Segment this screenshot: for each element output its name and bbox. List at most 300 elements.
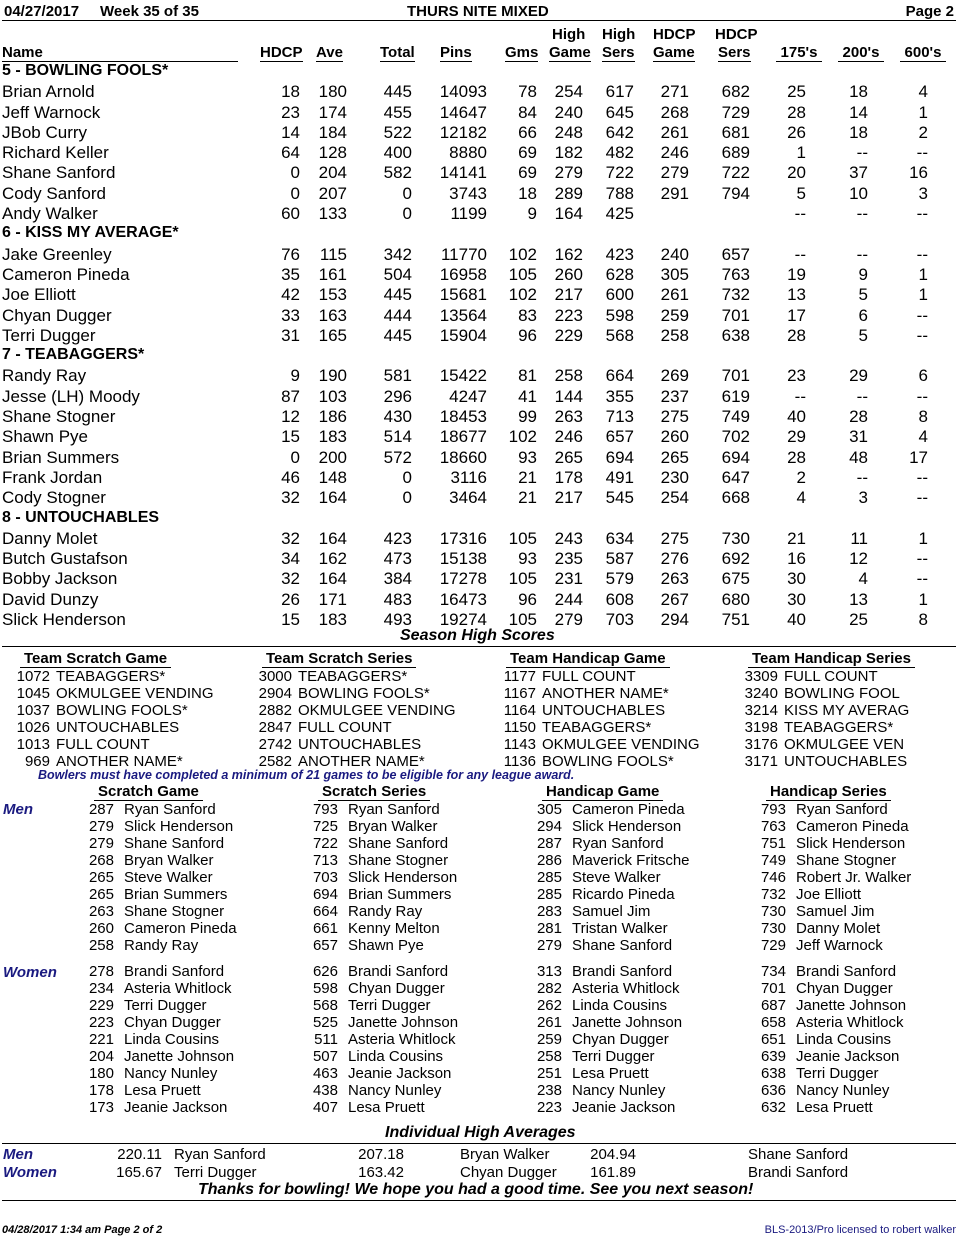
bowler-name: Shane Stogner <box>348 852 449 869</box>
table-row <box>0 488 960 508</box>
stat-cell: 260 <box>660 427 689 447</box>
team-name: KISS MY AVERAG <box>784 702 910 719</box>
spacer <box>72 954 288 963</box>
stat-cell: -- <box>916 204 928 224</box>
bowler-name: Jeff Warnock <box>2 102 101 122</box>
score: 2582 <box>258 753 292 770</box>
table-row <box>0 366 960 386</box>
team-high-row <box>246 668 468 685</box>
table-row <box>0 285 960 305</box>
stat-cell: 355 <box>605 386 634 406</box>
divider <box>2 646 956 647</box>
bowler-name: Brandi Sanford <box>348 963 449 980</box>
bowler-name: Ricardo Pineda <box>572 886 675 903</box>
report-header <box>2 2 956 21</box>
stat-cell: 180 <box>318 82 347 102</box>
individual-high-row <box>744 1031 960 1048</box>
individual-high-row <box>72 852 288 869</box>
score: 313 <box>536 963 562 980</box>
stat-cell: -- <box>916 467 928 487</box>
bowler-name: Terri Dugger <box>174 1164 257 1181</box>
stat-cell: 64 <box>281 143 300 163</box>
stat-cell: 0 <box>290 163 300 183</box>
individual-high-row <box>744 801 960 818</box>
stat-cell: 568 <box>605 325 634 345</box>
table-row <box>0 163 960 183</box>
bowler-name: Joe Elliott <box>2 285 76 305</box>
stat-cell: 694 <box>605 447 634 467</box>
score: 286 <box>536 852 562 869</box>
individual-high-row <box>72 937 288 954</box>
stat-cell: 689 <box>721 143 750 163</box>
individual-high-block <box>296 783 512 1116</box>
stat-cell: 9 <box>290 366 300 386</box>
stat-cell: 178 <box>554 467 583 487</box>
score: 229 <box>88 997 114 1014</box>
table-row <box>0 346 960 366</box>
stat-cell: 235 <box>554 549 583 569</box>
team-high-title: Team Scratch Series <box>262 650 416 668</box>
stat-cell: 231 <box>554 569 583 589</box>
individual-high-row <box>520 980 736 997</box>
score: 234 <box>88 980 114 997</box>
table-row <box>0 590 960 610</box>
stat-cell: 204 <box>318 163 347 183</box>
stat-cell: 6 <box>858 305 868 325</box>
stat-cell: 93 <box>518 549 537 569</box>
stat-cell: 713 <box>605 407 634 427</box>
team-name: BOWLING FOOLS* <box>56 702 188 719</box>
stat-cell: 1 <box>796 143 806 163</box>
individual-high-row <box>520 869 736 886</box>
team-name: FULL COUNT <box>56 736 150 753</box>
score: 438 <box>312 1082 338 1099</box>
individual-high-row <box>744 920 960 937</box>
table-row <box>0 407 960 427</box>
table-row <box>0 204 960 224</box>
score: 282 <box>536 980 562 997</box>
individual-high-row <box>520 937 736 954</box>
team-name: TEABAGGERS* <box>298 668 408 685</box>
team-high-row <box>4 719 226 736</box>
stat-cell: 473 <box>383 549 412 569</box>
team-high-title: Team Scratch Game <box>20 650 171 668</box>
score: 703 <box>312 869 338 886</box>
col-total: Total <box>380 44 415 61</box>
table-row <box>0 245 960 265</box>
score: 598 <box>312 980 338 997</box>
stat-cell: 730 <box>721 528 750 548</box>
score: 1143 <box>503 736 536 753</box>
col-175s: 175's <box>776 44 822 62</box>
score: 1045 <box>16 685 50 702</box>
team-high-row <box>732 736 954 753</box>
stat-cell: 184 <box>318 122 347 142</box>
stat-cell: 8 <box>918 407 928 427</box>
stat-cell: 153 <box>318 285 347 305</box>
bowler-name: Ryan Sanford <box>348 801 440 818</box>
individual-high-row <box>72 1099 288 1116</box>
team-high-row <box>732 702 954 719</box>
bowler-name: Asteria Whitlock <box>348 1031 456 1048</box>
team-high-block <box>4 650 226 770</box>
bowler-name: Brandi Sanford <box>572 963 673 980</box>
stat-cell: 26 <box>281 589 300 609</box>
stat-cell: 115 <box>319 244 347 264</box>
score: 287 <box>536 835 562 852</box>
stat-cell: 28 <box>787 325 806 345</box>
stat-cell: 248 <box>554 122 583 142</box>
stat-cell: 722 <box>721 163 750 183</box>
score: 251 <box>536 1065 562 1082</box>
score: 661 <box>312 920 338 937</box>
stat-cell: 200 <box>318 447 347 467</box>
stat-cell: 294 <box>660 610 689 630</box>
stat-cell: 18 <box>849 122 868 142</box>
stat-cell: 69 <box>518 163 537 183</box>
stat-cell: 31 <box>849 427 868 447</box>
team-name: BOWLING FOOLS* <box>542 753 674 770</box>
stat-cell: 1199 <box>450 204 487 224</box>
score: 687 <box>760 997 786 1014</box>
stat-cell: 445 <box>383 82 412 102</box>
bowler-name: Chyan Dugger <box>348 980 445 997</box>
table-row <box>0 549 960 569</box>
score: 262 <box>536 997 562 1014</box>
table-row <box>0 468 960 488</box>
stat-cell: 81 <box>518 366 537 386</box>
individual-high-title: Handicap Game <box>542 783 663 801</box>
individual-high-row <box>72 801 288 818</box>
stat-cell: 182 <box>554 143 583 163</box>
stat-cell: 722 <box>605 163 634 183</box>
stat-cell: 46 <box>281 467 300 487</box>
bowler-name: Bryan Walker <box>348 818 438 835</box>
team-high-row <box>732 753 954 770</box>
stat-cell: -- <box>856 244 868 264</box>
stat-cell: 4247 <box>449 386 487 406</box>
stat-cell: -- <box>856 143 868 163</box>
stat-cell: 30 <box>787 589 806 609</box>
bowler-name: Bryan Walker <box>460 1146 550 1163</box>
stat-cell: 15422 <box>439 366 487 386</box>
stat-cell: 207 <box>318 183 347 203</box>
table-row <box>0 427 960 447</box>
stat-cell: 289 <box>554 183 583 203</box>
bowler-name: Linda Cousins <box>796 1031 892 1048</box>
stat-cell: 13564 <box>439 305 487 325</box>
individual-high-row <box>296 869 512 886</box>
score: 268 <box>88 852 114 869</box>
individual-high-title: Handicap Series <box>766 783 891 801</box>
stat-cell: 681 <box>721 122 750 142</box>
col-high-sers: Sers <box>602 44 635 61</box>
stat-cell: 260 <box>554 264 583 284</box>
stat-cell: 692 <box>721 549 750 569</box>
individual-high-row <box>296 903 512 920</box>
stat-cell: 9 <box>858 264 868 284</box>
score: 763 <box>760 818 786 835</box>
stat-cell: 581 <box>383 366 412 386</box>
score: 713 <box>312 852 338 869</box>
stat-cell: 16473 <box>439 589 487 609</box>
individual-high-row <box>520 835 736 852</box>
stat-cell: 103 <box>318 386 347 406</box>
stat-cell: 1 <box>918 589 928 609</box>
score: 730 <box>760 903 786 920</box>
report-title: THURS NITE MIXED <box>407 3 549 20</box>
stat-cell: 25 <box>787 82 806 102</box>
table-row <box>0 224 960 244</box>
stat-cell: 246 <box>554 427 583 447</box>
stat-cell: 240 <box>660 244 689 264</box>
individual-high-title: Scratch Game <box>94 783 203 801</box>
bowler-name: Brandi Sanford <box>796 963 897 980</box>
stat-cell: 102 <box>508 285 537 305</box>
stat-cell: 423 <box>383 528 412 548</box>
table-row <box>0 143 960 163</box>
score: 664 <box>312 903 338 920</box>
individual-high-row <box>296 1099 512 1116</box>
stat-cell: 275 <box>660 528 689 548</box>
bowler-name: Cody Sanford <box>2 183 106 203</box>
stat-cell: 342 <box>383 244 412 264</box>
individual-high-row <box>520 1014 736 1031</box>
individual-high-row <box>744 869 960 886</box>
bowler-name: Jeff Warnock <box>796 937 883 954</box>
stat-cell: 29 <box>849 366 868 386</box>
team-name: 6 - KISS MY AVERAGE* <box>2 224 179 242</box>
bowler-name: Jeanie Jackson <box>796 1048 900 1065</box>
stat-cell: 87 <box>281 386 300 406</box>
stat-cell: 20 <box>787 163 806 183</box>
bowler-name: Shane Stogner <box>124 903 225 920</box>
bowler-name: Ryan Sanford <box>572 835 664 852</box>
table-row <box>0 569 960 589</box>
score: 725 <box>312 818 338 835</box>
stat-cell: 749 <box>721 407 750 427</box>
bowler-name: Kenny Melton <box>348 920 440 937</box>
stat-cell: 102 <box>508 244 537 264</box>
table-row <box>0 82 960 102</box>
stat-cell: 647 <box>721 467 750 487</box>
stat-cell: 18 <box>518 183 537 203</box>
season-high-title: Season High Scores <box>400 627 555 644</box>
individual-high-row <box>72 1065 288 1082</box>
team-name: OKMULGEE VENDING <box>542 736 700 753</box>
individual-high-row <box>520 1031 736 1048</box>
stat-cell: 14141 <box>439 163 487 183</box>
bowler-name: Chyan Dugger <box>2 305 112 325</box>
eligibility-note: Bowlers must have completed a minimum of 21 games to be eligible for any league award. <box>38 768 575 782</box>
stat-cell: 6 <box>918 366 928 386</box>
stat-cell: -- <box>794 244 806 264</box>
score: 259 <box>536 1031 562 1048</box>
bowler-name: Lesa Pruett <box>348 1099 425 1116</box>
score: 3176 <box>744 736 778 753</box>
individual-high-row <box>744 1065 960 1082</box>
team-high-row <box>490 736 712 753</box>
team-name: OKMULGEE VEN <box>784 736 905 753</box>
score: 793 <box>760 801 786 818</box>
stat-cell: 702 <box>721 427 750 447</box>
stat-cell: -- <box>856 467 868 487</box>
score: 263 <box>88 903 114 920</box>
bowler-name: Frank Jordan <box>2 467 103 487</box>
stat-cell: 423 <box>605 244 634 264</box>
individual-high-row <box>744 937 960 954</box>
stat-cell: 668 <box>721 488 750 508</box>
stat-cell: 99 <box>518 407 537 427</box>
individual-high-block <box>520 783 736 1116</box>
score: 265 <box>88 886 114 903</box>
stat-cell: 183 <box>318 610 347 630</box>
stat-cell: 164 <box>318 528 347 548</box>
stat-cell: 17316 <box>439 528 487 548</box>
stat-cell: 105 <box>508 264 537 284</box>
stat-cell: 291 <box>660 183 689 203</box>
score: 568 <box>312 997 338 1014</box>
col-high-game-top: High <box>552 26 586 43</box>
team-high-title: Team Handicap Series <box>748 650 915 668</box>
bowler-name: Robert Jr. Walker <box>796 869 912 886</box>
bowler-name: JBob Curry <box>2 122 88 142</box>
team-high-row <box>732 685 954 702</box>
stat-cell: 259 <box>660 305 689 325</box>
bowler-name: Nancy Nunley <box>572 1082 666 1099</box>
stat-cell: 1 <box>918 528 928 548</box>
stat-cell: 17 <box>787 305 806 325</box>
individual-high-block <box>72 783 288 1116</box>
stat-cell: 296 <box>383 386 412 406</box>
stat-cell: 69 <box>518 143 537 163</box>
score: 283 <box>536 903 562 920</box>
stat-cell: 545 <box>605 488 634 508</box>
stat-cell: 445 <box>383 325 412 345</box>
stat-cell: 21 <box>518 488 537 508</box>
score: 746 <box>760 869 786 886</box>
individual-high-row <box>72 1031 288 1048</box>
stat-cell: 254 <box>554 82 583 102</box>
individual-high-row <box>744 1014 960 1031</box>
stat-cell: 455 <box>383 102 412 122</box>
score: 261 <box>536 1014 562 1031</box>
individual-high-row <box>296 980 512 997</box>
stat-cell: 229 <box>554 325 583 345</box>
stat-cell: 28 <box>849 407 868 427</box>
bowler-name: Lesa Pruett <box>796 1099 873 1116</box>
stat-cell: 788 <box>605 183 634 203</box>
individual-high-row <box>296 886 512 903</box>
stat-cell: 703 <box>605 610 634 630</box>
stat-cell: 171 <box>318 589 347 609</box>
divider <box>2 1200 956 1201</box>
individual-high-row <box>520 852 736 869</box>
team-name: TEABAGGERS* <box>542 719 652 736</box>
score: 279 <box>88 818 114 835</box>
score: 265 <box>88 869 114 886</box>
col-hdcp-sers-top: HDCP <box>715 26 758 43</box>
score: 3214 <box>744 702 778 719</box>
stat-cell: 164 <box>554 204 583 224</box>
bowler-name: Slick Henderson <box>348 869 458 886</box>
bowler-name: Linda Cousins <box>348 1048 444 1065</box>
bowler-name: Nancy Nunley <box>124 1065 218 1082</box>
individual-high-row <box>520 801 736 818</box>
stat-cell: 41 <box>518 386 537 406</box>
stat-cell: 265 <box>660 447 689 467</box>
score: 657 <box>312 937 338 954</box>
bowler-name: Janette Johnson <box>796 997 907 1014</box>
score: 1167 <box>503 685 536 702</box>
col-hdcp-sers: Sers <box>718 44 751 61</box>
stat-cell: 102 <box>508 427 537 447</box>
bowler-name: Cody Stogner <box>2 488 106 508</box>
bowler-name: Asteria Whitlock <box>572 980 680 997</box>
individual-high-row <box>520 903 736 920</box>
stat-cell: 162 <box>318 549 347 569</box>
stat-cell: 60 <box>281 204 300 224</box>
stat-cell: 76 <box>281 244 300 264</box>
bowler-name: Chyan Dugger <box>796 980 893 997</box>
stat-cell: 504 <box>383 264 412 284</box>
score: 632 <box>760 1099 786 1116</box>
bowler-name: Danny Molet <box>796 920 881 937</box>
stat-cell: 0 <box>290 183 300 203</box>
stat-cell: 21 <box>787 528 806 548</box>
bowler-name: Shawn Pye <box>2 427 88 447</box>
stat-cell: 4 <box>918 82 928 102</box>
stat-cell: 23 <box>281 102 300 122</box>
stat-cell: 190 <box>318 366 347 386</box>
stat-cell: 628 <box>605 264 634 284</box>
bowler-name: Chyan Dugger <box>124 1014 221 1031</box>
women-label: Women <box>3 964 57 981</box>
stat-cell: 14 <box>849 102 868 122</box>
col-hdcp-game-top: HDCP <box>653 26 696 43</box>
team-name: FULL COUNT <box>784 668 878 685</box>
table-row <box>0 62 960 82</box>
bowler-name: Lesa Pruett <box>572 1065 649 1082</box>
stat-cell: 240 <box>554 102 583 122</box>
individual-high-row <box>744 835 960 852</box>
table-row <box>0 326 960 346</box>
stat-cell: 15 <box>281 610 300 630</box>
stat-cell: 2 <box>918 122 928 142</box>
spacer <box>520 954 736 963</box>
individual-high-row <box>520 1065 736 1082</box>
stat-cell: 105 <box>508 569 537 589</box>
score: 969 <box>24 753 50 770</box>
individual-high-row <box>744 1048 960 1065</box>
average-value: 163.42 <box>358 1164 404 1181</box>
stat-cell: 444 <box>383 305 412 325</box>
stat-cell: 2 <box>796 467 806 487</box>
stat-cell: 26 <box>787 122 806 142</box>
bowler-name: Nancy Nunley <box>796 1082 890 1099</box>
team-name: 5 - BOWLING FOOLS* <box>2 62 169 79</box>
team-high-row <box>732 668 954 685</box>
bowler-name: Brian Summers <box>348 886 452 903</box>
team-high-row <box>4 685 226 702</box>
averages-title: Individual High Averages <box>385 1124 576 1141</box>
individual-high-row <box>520 997 736 1014</box>
individual-high-row <box>72 886 288 903</box>
stat-cell: 3 <box>858 488 868 508</box>
stat-cell: 30 <box>787 569 806 589</box>
team-high-row <box>732 719 954 736</box>
stat-cell: 9 <box>527 204 537 224</box>
